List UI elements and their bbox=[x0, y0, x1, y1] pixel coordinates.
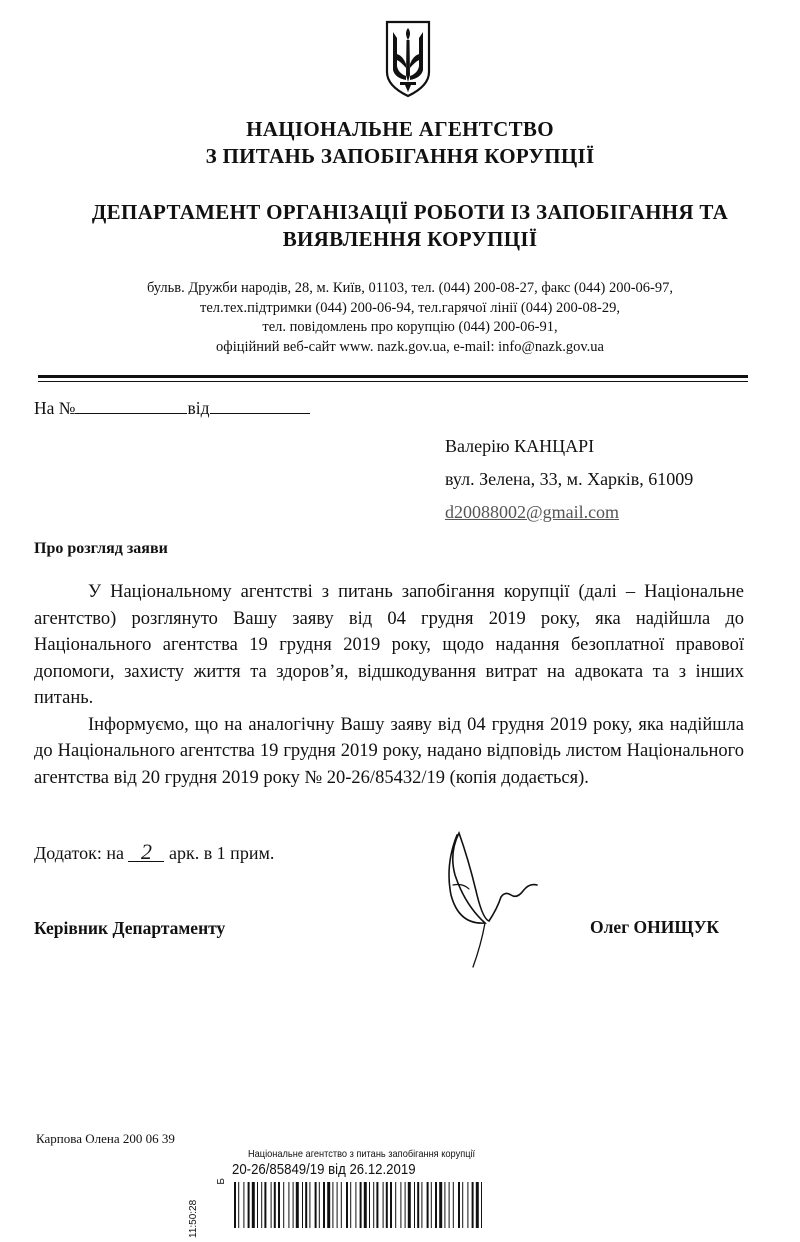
barcode-bar bbox=[346, 1182, 348, 1228]
barcode-bar bbox=[458, 1182, 460, 1228]
barcode-bar bbox=[383, 1182, 384, 1228]
agency-title bbox=[0, 116, 800, 170]
barcode-bar bbox=[462, 1182, 463, 1228]
barcode-bar bbox=[360, 1182, 362, 1228]
barcode-bar bbox=[283, 1182, 284, 1228]
barcode-bar bbox=[439, 1182, 442, 1228]
barcode-bar bbox=[427, 1182, 429, 1228]
signatory-position: Керівник Департаменту bbox=[34, 918, 226, 938]
attachment-line bbox=[34, 839, 275, 864]
barcode-bar bbox=[373, 1182, 374, 1228]
barcode-bar bbox=[444, 1182, 445, 1228]
barcode-bar bbox=[386, 1182, 388, 1228]
agency-title-line-2: З ПИТАНЬ ЗАПОБІГАННЯ КОРУПЦІЇ bbox=[205, 144, 595, 168]
barcode-bar bbox=[271, 1182, 272, 1228]
barcode-bar bbox=[257, 1182, 258, 1228]
department-title-line-1: ДЕПАРТАМЕНТ ОРГАНІЗАЦІЇ РОБОТИ ІЗ ЗАПОБІГАННЯ ТА bbox=[91, 200, 729, 224]
barcode-bar bbox=[305, 1182, 307, 1228]
letter-subject: Про розгляд заяви bbox=[34, 540, 168, 557]
barcode-bar bbox=[476, 1182, 479, 1228]
header-divider-thin bbox=[38, 381, 748, 382]
barcode-bar bbox=[243, 1182, 244, 1228]
contact-line: офіційний веб-сайт www. nazk.gov.ua, e-mail: info@nazk.gov.ua bbox=[216, 338, 604, 355]
addressee-address: вул. Зелена, 33, м. Харків, 61009 bbox=[445, 469, 694, 489]
letter-body bbox=[34, 579, 744, 791]
body-paragraph: Інформуємо, що на аналогічну Вашу заяву від 04 грудня 2019 року, яка надійшла до Національного агентства 19 грудня 2019 року, надано відповідь листом Національного агентства від 20 грудня 2019 року № 20-26/85432/19 (копія додається). bbox=[34, 714, 744, 788]
barcode-bar bbox=[390, 1182, 392, 1228]
barcode-bar bbox=[309, 1182, 310, 1228]
barcode-bar bbox=[261, 1182, 262, 1228]
addressee-email: d20088002@gmail.com bbox=[445, 502, 620, 522]
contact-details bbox=[90, 279, 730, 357]
body-paragraph: У Національному агентстві з питань запобігання корупції (далі – Національне агентство) розглянуто Вашу заяву від 04 грудня 2019 року, яка надійшла до Національного агентства 19 грудня 2019 року, щодо надання безоплатної правової допомоги, захисту життя та здоров’я, відшкодування витрат на адвоката та з інших питань. bbox=[34, 582, 744, 708]
handwritten-sheet-count: 2 bbox=[128, 843, 164, 862]
registration-barcode bbox=[232, 1182, 488, 1228]
barcode-bar bbox=[376, 1182, 378, 1228]
header-divider-thick bbox=[38, 375, 748, 378]
barcode-bar bbox=[481, 1182, 482, 1228]
barcode-bar bbox=[274, 1182, 276, 1228]
barcode-bar bbox=[234, 1182, 236, 1228]
barcode-bar bbox=[395, 1182, 396, 1228]
executor-contact: Карпова Олена 200 06 39 bbox=[36, 1131, 175, 1146]
barcode-bar bbox=[278, 1182, 280, 1228]
barcode-bar bbox=[435, 1182, 437, 1228]
contact-line: бульв. Дружби народів, 28, м. Київ, 01103, тел. (044) 200-08-27, факс (044) 200-06-97, bbox=[146, 280, 674, 296]
outgoing-reference-line bbox=[34, 398, 310, 419]
registration-stamp-agency: Національне агентство з питань запобігання корупції bbox=[248, 1148, 476, 1160]
barcode-bar bbox=[327, 1182, 330, 1228]
barcode-bar bbox=[369, 1182, 370, 1228]
agency-title-line-1: НАЦІОНАЛЬНЕ АГЕНТСТВО bbox=[246, 117, 554, 141]
reference-date-blank bbox=[210, 399, 310, 414]
coat-of-arms-icon bbox=[383, 20, 433, 98]
barcode-bar bbox=[467, 1182, 468, 1228]
department-title bbox=[40, 199, 780, 253]
reference-date-label: від bbox=[187, 398, 210, 418]
barcode-bar bbox=[453, 1182, 454, 1228]
barcode-bar bbox=[252, 1182, 255, 1228]
barcode-bar bbox=[315, 1182, 317, 1228]
contact-line: тел.тех.підтримки (044) 200-06-94, тел.гарячої лінії (044) 200-08-29, bbox=[200, 299, 620, 316]
barcode-bar bbox=[355, 1182, 356, 1228]
barcode-bar bbox=[264, 1182, 266, 1228]
barcode-bar bbox=[431, 1182, 432, 1228]
reference-number-blank bbox=[75, 399, 187, 414]
registration-stamp-flag: Б bbox=[216, 1178, 227, 1185]
registration-stamp-number: 20-26/85849/19 від 26.12.2019 bbox=[232, 1161, 416, 1178]
barcode-bar bbox=[248, 1182, 250, 1228]
barcode-bar bbox=[400, 1182, 401, 1228]
barcode-bar bbox=[238, 1182, 239, 1228]
barcode-bar bbox=[293, 1182, 294, 1228]
barcode-bar bbox=[405, 1182, 406, 1228]
barcode-bar bbox=[288, 1182, 289, 1228]
registration-stamp-time: 11:50:28 bbox=[188, 1199, 199, 1238]
barcode-bar bbox=[414, 1182, 415, 1228]
barcode-bar bbox=[364, 1182, 367, 1228]
attachment-label: Додаток: на bbox=[34, 843, 124, 863]
addressee-name: Валерію КАНЦАРІ bbox=[445, 436, 595, 456]
contact-line: тел. повідомлень про корупцію (044) 200-06-91, bbox=[262, 319, 558, 335]
barcode-bar bbox=[332, 1182, 333, 1228]
reference-number-label: На № bbox=[34, 398, 76, 418]
barcode-bar bbox=[417, 1182, 419, 1228]
barcode-bar bbox=[350, 1182, 351, 1228]
attachment-suffix: арк. в 1 прим. bbox=[168, 843, 275, 863]
handwritten-signature bbox=[425, 825, 545, 975]
barcode-bar bbox=[296, 1182, 299, 1228]
department-title-line-2: ВИЯВЛЕННЯ КОРУПЦІЇ bbox=[282, 227, 538, 251]
barcode-bar bbox=[408, 1182, 411, 1228]
barcode-bar bbox=[319, 1182, 320, 1228]
barcode-bar bbox=[421, 1182, 422, 1228]
barcode-bar bbox=[449, 1182, 450, 1228]
barcode-bar bbox=[341, 1182, 342, 1228]
addressee-block bbox=[445, 430, 693, 529]
signatory-name: Олег ОНИЩУК bbox=[590, 917, 720, 937]
barcode-bar bbox=[302, 1182, 303, 1228]
barcode-bar bbox=[337, 1182, 338, 1228]
barcode-bar bbox=[472, 1182, 474, 1228]
barcode-bar bbox=[323, 1182, 325, 1228]
